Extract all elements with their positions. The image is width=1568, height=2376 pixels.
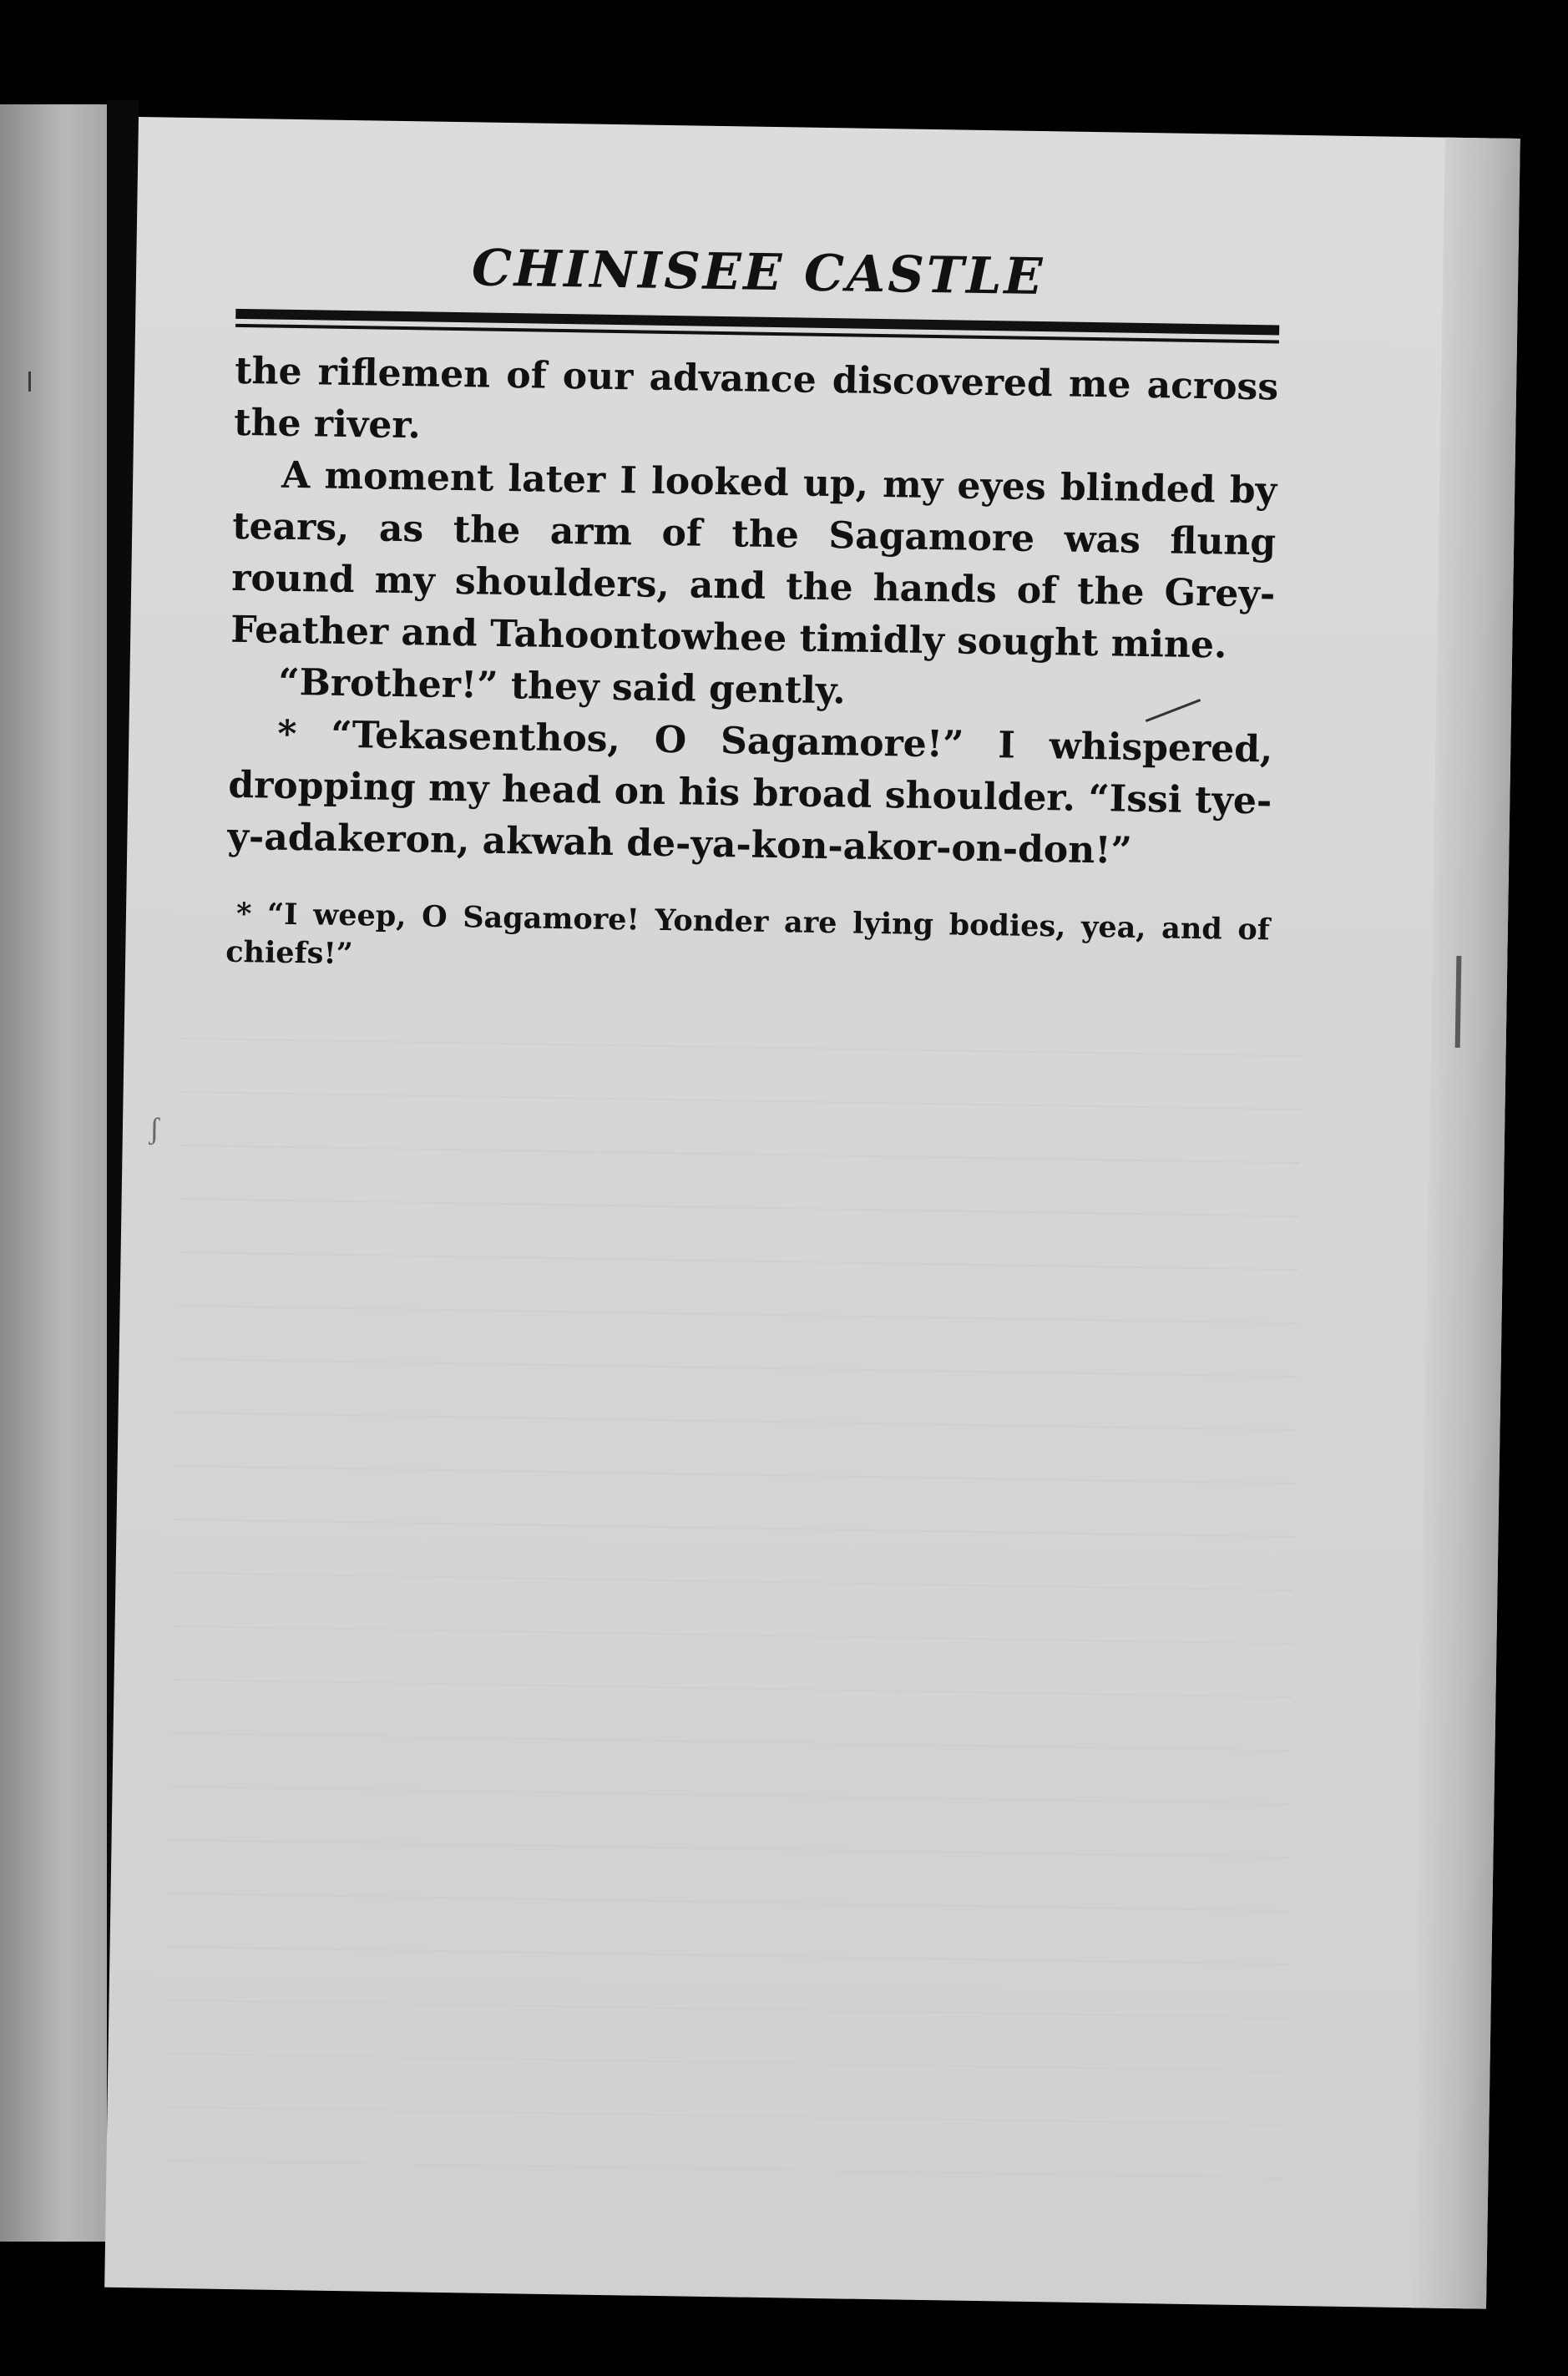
paragraph: * “Tekasenthos, O Sagamore!” I whispered, dropping my head on his broad shoulder. “Issi tye-y-adakeron, akwah de-ya-kon-akor-on-don!” xyxy=(227,712,1273,872)
running-head: CHINISEE CASTLE xyxy=(471,239,1045,307)
body-text xyxy=(227,346,1279,880)
footnote: * “I weep, O Sagamore! Yonder are lying bodies, yea, and of chiefs!” xyxy=(225,896,1271,972)
bleed-through-text xyxy=(165,986,1302,2179)
page-content xyxy=(225,235,1281,988)
left-page-edge xyxy=(0,104,107,2242)
page-edge-mark xyxy=(1455,956,1462,1048)
paragraph: A moment later I looked up, my eyes blinded by tears, as the arm of the Sagamore was flung round my shoulders, and the hands of the Grey-Feather and Tahoontowhee timidly sought mine. xyxy=(230,453,1277,667)
book-page xyxy=(104,117,1520,2309)
paragraph: “Brother!” they said gently. xyxy=(277,660,847,713)
paragraph: the riflemen of our advance discovered me across the river. xyxy=(233,349,1279,447)
margin-mark: ʃ xyxy=(149,1111,160,1145)
left-page-mark xyxy=(28,372,31,392)
page-fore-edge xyxy=(1411,138,1520,2309)
